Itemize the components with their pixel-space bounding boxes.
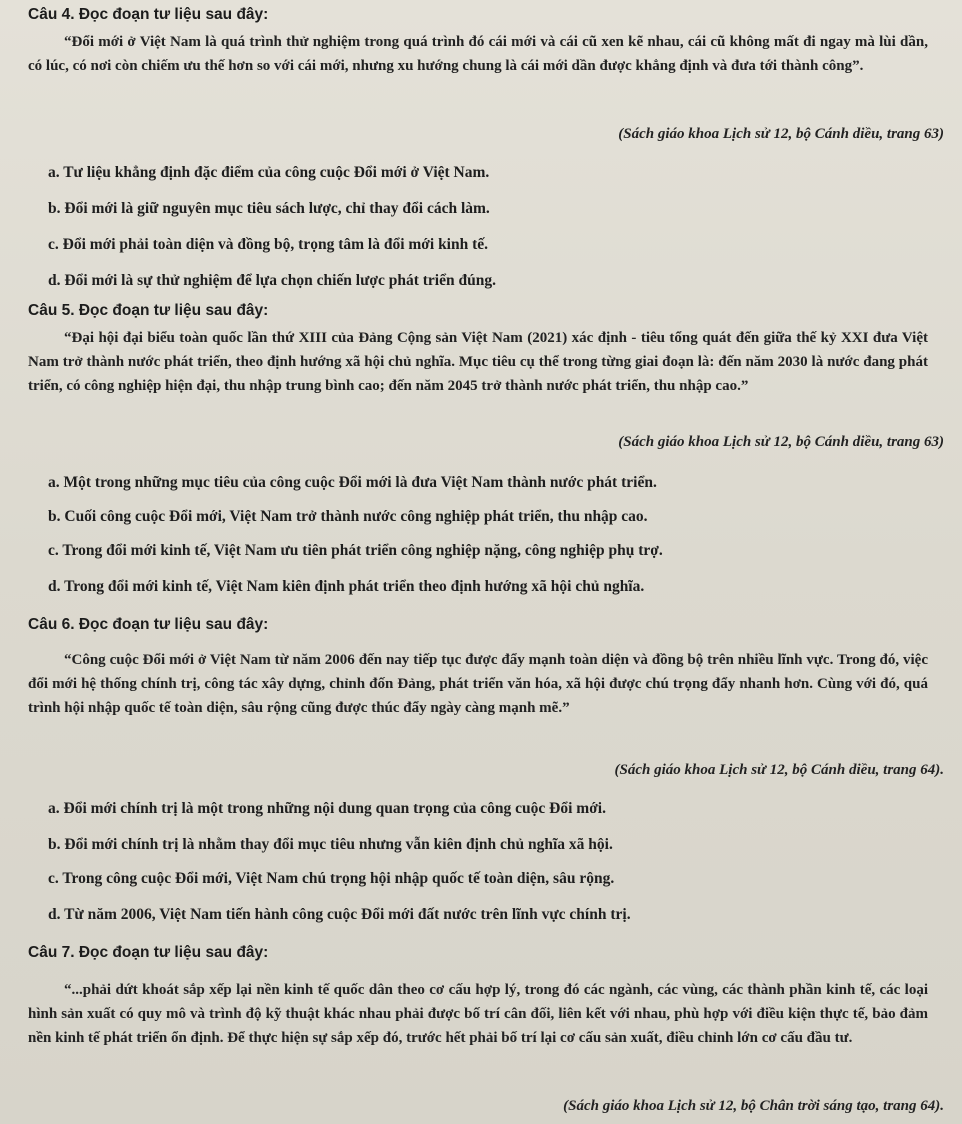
question-6-passage: “Công cuộc Đổi mới ở Việt Nam từ năm 2006 đến nay tiếp tục được đẩy mạnh toàn diện và đồng bộ trên nhiều lĩnh vực. Trong đó, việc đổi mới hệ thống chính trị, công tác xây dựng, chỉnh đốn Đảng, phát triển văn hóa, xã hội được chú trọng đẩy nhanh hơn. Cùng với đó, quá trình hội nhập quốc tế toàn diện, sâu rộng cũng được thúc đẩy ngày càng mạnh mẽ.” xyxy=(28,652,928,716)
question-5-option-c: c. Trong đổi mới kinh tế, Việt Nam ưu tiên phát triển công nghiệp nặng, công nghiệp phụ trợ. xyxy=(48,542,663,559)
question-6-source: (Sách giáo khoa Lịch sử 12, bộ Cánh diều, trang 64). xyxy=(614,762,944,778)
question-6-option-a: a. Đổi mới chính trị là một trong những nội dung quan trọng của công cuộc Đổi mới. xyxy=(48,800,606,817)
question-5-passage: “Đại hội đại biểu toàn quốc lần thứ XIII của Đảng Cộng sản Việt Nam (2021) xác định - tiêu tổng quát đến giữa thế kỷ XXI đưa Việt Nam trở thành nước phát triển, theo định hướng xã hội chủ nghĩa. Mục tiêu cụ thể trong từng giai đoạn là: đến năm 2030 là nước đang phát triển, có công nghiệp hiện đại, thu nhập trung bình cao; đến năm 2045 trở thành nước phát triển, thu nhập cao.” xyxy=(28,330,928,394)
question-4-source: (Sách giáo khoa Lịch sử 12, bộ Cánh diều, trang 63) xyxy=(618,126,944,142)
question-6-option-b: b. Đổi mới chính trị là nhằm thay đổi mục tiêu nhưng vẫn kiên định chủ nghĩa xã hội. xyxy=(48,836,613,853)
question-5-title: Câu 5. Đọc đoạn tư liệu sau đây: xyxy=(28,302,269,319)
question-5-source: (Sách giáo khoa Lịch sử 12, bộ Cánh diều, trang 63) xyxy=(618,434,944,450)
question-4-option-c: c. Đổi mới phải toàn diện và đồng bộ, trọng tâm là đổi mới kinh tế. xyxy=(48,236,489,253)
question-6-title: Câu 6. Đọc đoạn tư liệu sau đây: xyxy=(28,616,269,633)
question-4-option-b: b. Đổi mới là giữ nguyên mục tiêu sách lược, chỉ thay đổi cách làm. xyxy=(48,200,490,217)
question-7-passage: “...phải dứt khoát sắp xếp lại nền kinh tế quốc dân theo cơ cấu hợp lý, trong đó các ngành, các vùng, các thành phần kinh tế, các loại hình sản xuất có quy mô và trình độ kỹ thuật khác nhau phải được bố trí cân đối, liên kết với nhau, phù hợp với điều kiện thực tế, bảo đảm nền kinh tế phát triển ổn định. Để thực hiện sự sắp xếp đó, trước hết phải bố trí lại cơ cấu sản xuất, điều chỉnh lớn cơ cấu đầu tư. xyxy=(28,982,928,1046)
question-5-option-d: d. Trong đổi mới kinh tế, Việt Nam kiên định phát triển theo định hướng xã hội chủ nghĩa. xyxy=(48,578,645,595)
question-4-title: Câu 4. Đọc đoạn tư liệu sau đây: xyxy=(28,6,269,23)
question-7-source: (Sách giáo khoa Lịch sử 12, bộ Chân trời sáng tạo, trang 64). xyxy=(563,1098,944,1114)
question-5-option-a: a. Một trong những mục tiêu của công cuộc Đổi mới là đưa Việt Nam thành nước phát triển. xyxy=(48,474,657,491)
question-4-option-d: d. Đổi mới là sự thử nghiệm để lựa chọn chiến lược phát triển đúng. xyxy=(48,272,496,289)
question-4-passage: “Đổi mới ở Việt Nam là quá trình thử nghiệm trong quá trình đó cái mới và cái cũ xen kẽ nhau, cái cũ không mất đi ngay mà lùi dần, có lúc, có nơi còn chiếm ưu thế hơn so với cái mới, nhưng xu hướng chung là cái mới dần được khẳng định và đưa tới thành công”. xyxy=(28,34,928,74)
question-4-option-a: a. Tư liệu khẳng định đặc điểm của công cuộc Đổi mới ở Việt Nam. xyxy=(48,164,490,181)
question-6-option-c: c. Trong công cuộc Đổi mới, Việt Nam chú trọng hội nhập quốc tế toàn diện, sâu rộng. xyxy=(48,870,615,887)
question-5-option-b: b. Cuối công cuộc Đổi mới, Việt Nam trở thành nước công nghiệp phát triển, thu nhập cao. xyxy=(48,508,648,525)
question-6-option-d: d. Từ năm 2006, Việt Nam tiến hành công cuộc Đổi mới đất nước trên lĩnh vực chính trị. xyxy=(48,906,631,923)
question-7-title: Câu 7. Đọc đoạn tư liệu sau đây: xyxy=(28,944,269,961)
